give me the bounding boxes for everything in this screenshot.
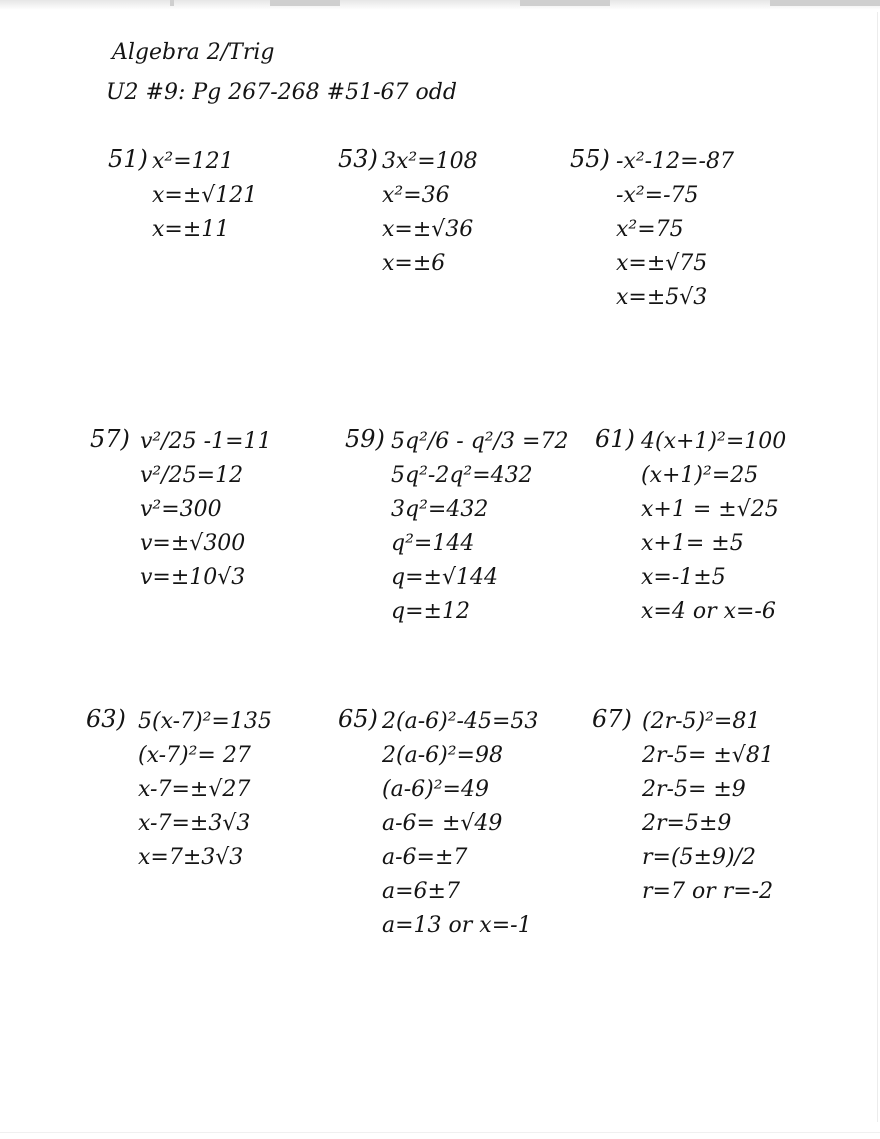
solution-step: 3x²=108 xyxy=(382,149,478,174)
assignment-line: U2 #9: Pg 267-268 #51-67 odd xyxy=(106,80,457,105)
problem-number: 57) xyxy=(90,425,130,453)
scan-mark xyxy=(270,0,340,6)
solution-step: r=7 or r=-2 xyxy=(642,879,774,904)
solution-step: a-6= ±√49 xyxy=(382,811,503,836)
scan-mark xyxy=(770,0,880,6)
solution-step: v²/25 -1=11 xyxy=(140,429,272,454)
solution-step: x=±√36 xyxy=(382,217,474,242)
solution-step: 4(x+1)²=100 xyxy=(641,429,787,454)
solution-step: a=13 or x=-1 xyxy=(382,913,532,938)
solution-step: x+1 = ±√25 xyxy=(641,497,779,522)
solution-step: q=±12 xyxy=(391,599,470,624)
solution-step: 2r-5= ±√81 xyxy=(642,743,774,768)
solution-step: 5q²-2q²=432 xyxy=(391,463,533,488)
solution-step: (2r-5)²=81 xyxy=(642,709,761,734)
solution-step: x+1= ±5 xyxy=(641,531,744,556)
scan-mark xyxy=(520,0,610,6)
page-edge xyxy=(0,1132,880,1133)
scan-mark xyxy=(170,0,174,6)
problem-number: 51) xyxy=(108,145,148,173)
solution-step: x=-1±5 xyxy=(641,565,726,590)
solution-step: 3q²=432 xyxy=(391,497,489,522)
solution-step: x=±6 xyxy=(382,251,446,276)
page-edge xyxy=(877,12,878,1122)
solution-step: v²=300 xyxy=(140,497,222,522)
solution-step: 5(x-7)²=135 xyxy=(138,709,272,734)
solution-step: a=6±7 xyxy=(382,879,460,904)
solution-step: a-6=±7 xyxy=(382,845,468,870)
problem-number: 53) xyxy=(338,145,378,173)
solution-step: q²=144 xyxy=(391,531,475,556)
solution-step: -x²-12=-87 xyxy=(616,149,734,174)
solution-step: x=4 or x=-6 xyxy=(641,599,776,624)
solution-step: x=±√75 xyxy=(616,251,708,276)
solution-step: v=±√300 xyxy=(140,531,246,556)
solution-step: (x+1)²=25 xyxy=(641,463,759,488)
problem-number: 65) xyxy=(338,705,378,733)
solution-step: x²=36 xyxy=(382,183,450,208)
problem-number: 67) xyxy=(592,705,632,733)
solution-step: (x-7)²= 27 xyxy=(138,743,251,768)
problem-number: 59) xyxy=(345,425,385,453)
solution-step: x²=75 xyxy=(616,217,684,242)
solution-step: x²=121 xyxy=(152,149,234,174)
course-title: Algebra 2/Trig xyxy=(112,40,275,65)
solution-step: 2(a-6)²=98 xyxy=(382,743,503,768)
solution-step: v=±10√3 xyxy=(140,565,246,590)
solution-step: 2r=5±9 xyxy=(642,811,732,836)
problem-number: 63) xyxy=(86,705,126,733)
solution-step: x=7±3√3 xyxy=(138,845,244,870)
problem-number: 55) xyxy=(570,145,610,173)
solution-step: r=(5±9)/2 xyxy=(642,845,756,870)
solution-step: x-7=±3√3 xyxy=(138,811,251,836)
solution-step: -x²=-75 xyxy=(616,183,699,208)
solution-step: x=±11 xyxy=(152,217,230,242)
solution-step: 2r-5= ±9 xyxy=(642,777,746,802)
solution-step: (a-6)²=49 xyxy=(382,777,489,802)
solution-step: x-7=±√27 xyxy=(138,777,251,802)
solution-step: v²/25=12 xyxy=(140,463,244,488)
solution-step: x=±√121 xyxy=(152,183,258,208)
problem-number: 61) xyxy=(595,425,635,453)
solution-step: q=±√144 xyxy=(391,565,498,590)
scan-artifact-top xyxy=(0,0,880,10)
solution-step: x=±5√3 xyxy=(616,285,708,310)
solution-step: 2(a-6)²-45=53 xyxy=(382,709,539,734)
solution-step: 5q²/6 - q²/3 =72 xyxy=(391,429,569,454)
